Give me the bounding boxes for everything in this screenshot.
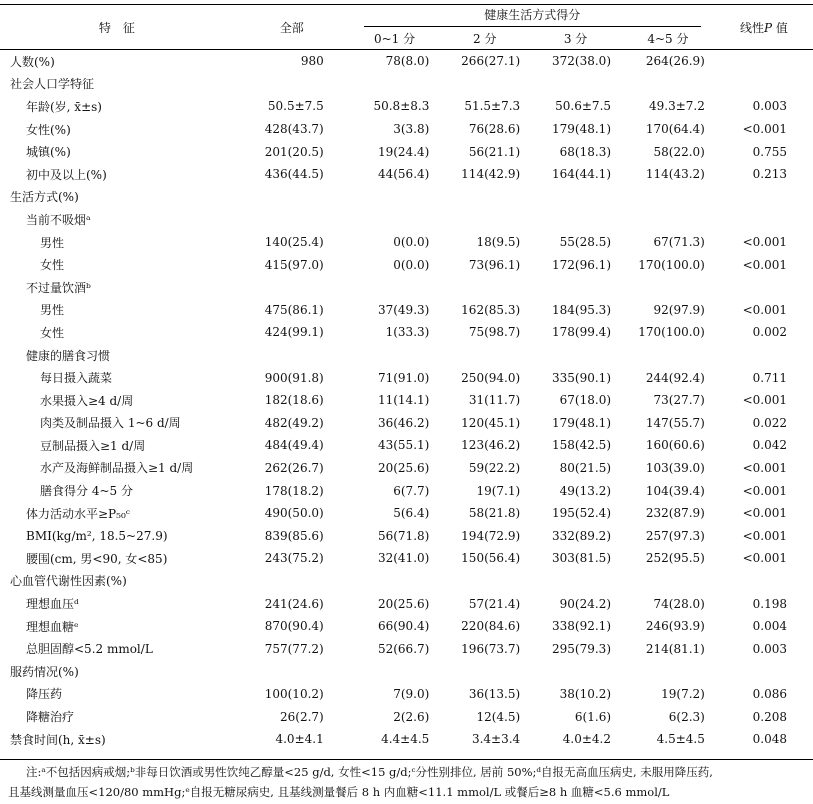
cell-p-value: 0.022 — [752, 415, 787, 430]
cell-group-3: 160(60.6) — [645, 438, 705, 453]
cell-group-3: 114(43.2) — [645, 167, 705, 182]
results-table — [0, 4, 813, 750]
cell-group-3 — [621, 570, 715, 593]
cell-all: 490(50.0) — [264, 506, 324, 521]
cell-group-2: 50.6±7.5 — [555, 99, 612, 114]
cell-all: 900(91.8) — [264, 370, 324, 385]
score-group-header — [350, 5, 715, 28]
cell-group-1: 194(72.9) — [461, 528, 521, 543]
cell-group-0 — [350, 570, 440, 593]
table-row — [0, 547, 813, 570]
feature-header: 特 征 — [0, 5, 234, 50]
cell-all: 484(49.4) — [264, 438, 324, 453]
cell-group-2: 178(99.4) — [552, 325, 612, 340]
cell-group-1: 123(46.2) — [461, 438, 521, 453]
cell-all: 201(20.5) — [264, 144, 324, 159]
cell-group-2: 338(92.1) — [552, 619, 612, 634]
cell-group-3: 73(27.7) — [653, 393, 705, 408]
cell-p-value: 0.002 — [752, 325, 787, 340]
cell-group-1 — [439, 73, 530, 96]
cell-all — [234, 570, 350, 593]
cell-group-1: 76(28.6) — [468, 122, 521, 137]
cell-group-2 — [530, 73, 621, 96]
table-row — [0, 50, 813, 73]
group-header-3: 4~5 分 — [621, 27, 715, 50]
cell-all — [234, 660, 350, 683]
cell-p-value: <0.001 — [742, 528, 787, 543]
cell-group-1: 120(45.1) — [461, 415, 521, 430]
cell-group-0 — [350, 276, 440, 299]
cell-group-1: 73(96.1) — [468, 257, 521, 272]
cell-group-1: 150(56.4) — [461, 551, 521, 566]
cell-all: 178(18.2) — [264, 483, 324, 498]
cell-group-3: 4.5±4.5 — [656, 732, 705, 747]
table-row — [0, 502, 813, 525]
cell-group-0: 36(46.2) — [377, 415, 430, 430]
cell-p-value — [715, 570, 813, 593]
cell-all: 182(18.6) — [264, 393, 324, 408]
cell-group-3 — [621, 73, 715, 96]
cell-group-3: 147(55.7) — [645, 415, 705, 430]
cell-p-value — [715, 660, 813, 683]
cell-p-value — [715, 208, 813, 231]
cell-group-0: 37(49.3) — [377, 302, 430, 317]
row-label: 年龄(岁, x̄±s) — [26, 99, 102, 114]
cell-group-1: 18(9.5) — [476, 235, 521, 250]
cell-group-2: 195(52.4) — [552, 506, 612, 521]
cell-group-2: 80(21.5) — [559, 460, 612, 475]
row-label: 心血管代谢性因素(%) — [10, 574, 127, 589]
table-row — [0, 140, 813, 163]
cell-group-1: 220(84.6) — [461, 619, 521, 634]
cell-group-3: 19(7.2) — [661, 686, 705, 701]
cell-group-3: 103(39.0) — [645, 460, 705, 475]
footnote-line-1: 注:ᵃ不包括因病戒烟;ᵇ非每日饮酒或男性饮纯乙醇量<25 g/d, 女性<15 g/d;ᶜ分性别排位, 居前 50%;ᵈ自报无高血压病史, 未服用降压药, — [26, 765, 713, 779]
table-row — [0, 366, 813, 389]
cell-group-3: 67(71.3) — [653, 235, 705, 250]
cell-all: 757(77.2) — [264, 641, 324, 656]
cell-p-value: 0.711 — [752, 370, 787, 385]
cell-p-value: 0.213 — [752, 167, 787, 182]
cell-group-1 — [439, 208, 530, 231]
cell-group-0 — [350, 208, 440, 231]
cell-group-0: 50.8±8.3 — [373, 99, 430, 114]
cell-group-0: 43(55.1) — [377, 438, 430, 453]
cell-group-2: 372(38.0) — [552, 54, 612, 69]
cell-group-0: 32(41.0) — [377, 551, 430, 566]
cell-group-2: 90(24.2) — [559, 596, 612, 611]
cell-group-0: 5(6.4) — [393, 506, 430, 521]
score-group-title: 健康生活方式得分 — [364, 5, 701, 27]
cell-group-2: 164(44.1) — [552, 167, 612, 182]
cell-group-2 — [530, 660, 621, 683]
cell-all: 241(24.6) — [264, 596, 324, 611]
table-row — [0, 615, 813, 638]
cell-group-0: 66(90.4) — [377, 619, 430, 634]
cell-group-2 — [530, 276, 621, 299]
cell-all: 482(49.2) — [264, 415, 324, 430]
cell-p-value: 0.003 — [752, 99, 787, 114]
row-label: 服药情况(%) — [10, 664, 79, 679]
cell-group-2: 6(1.6) — [574, 709, 612, 724]
cell-group-2 — [530, 208, 621, 231]
cell-group-3: 264(26.9) — [645, 54, 705, 69]
cell-group-0: 6(7.7) — [393, 483, 430, 498]
cell-group-3: 104(39.4) — [645, 483, 705, 498]
row-label: 理想血压ᵈ — [26, 597, 79, 612]
cell-group-1: 59(22.2) — [468, 460, 521, 475]
cell-group-0: 20(25.6) — [377, 460, 430, 475]
table-row — [0, 389, 813, 412]
cell-group-2: 38(10.2) — [559, 686, 612, 701]
cell-group-0: 56(71.8) — [377, 528, 430, 543]
footnote-line-2: 且基线测量血压<120/80 mmHg;ᵉ自报无糖尿病史, 且基线测量餐后 8 h 内血糖<11.1 mmol/L 或餐后≥8 h 血糖<5.6 mmol/L — [8, 785, 670, 799]
cell-all: 140(25.4) — [264, 235, 324, 250]
row-label: 水产及海鲜制品摄入≥1 d/周 — [40, 461, 194, 476]
table-row — [0, 253, 813, 276]
table-row — [0, 728, 813, 751]
cell-group-0 — [350, 344, 440, 367]
cell-group-0: 78(8.0) — [385, 54, 430, 69]
cell-group-1: 56(21.1) — [468, 144, 521, 159]
cell-p-value: 0.003 — [752, 641, 787, 656]
cell-p-value: 0.755 — [752, 144, 787, 159]
table-row — [0, 457, 813, 480]
cell-group-1: 12(4.5) — [476, 709, 521, 724]
row-label: 体力活动水平≥P₅₀ᶜ — [26, 506, 130, 521]
cell-group-2: 158(42.5) — [552, 438, 612, 453]
cell-group-0: 44(56.4) — [377, 167, 430, 182]
cell-p-value — [715, 50, 813, 73]
row-label: 腰围(cm, 男<90, 女<85) — [26, 551, 168, 566]
cell-group-2: 179(48.1) — [552, 122, 612, 137]
group-header-2: 3 分 — [530, 27, 621, 50]
cell-p-value: <0.001 — [742, 257, 787, 272]
cell-all: 839(85.6) — [264, 528, 324, 543]
group-header-1: 2 分 — [439, 27, 530, 50]
cell-group-0: 0(0.0) — [393, 257, 430, 272]
table-row — [0, 321, 813, 344]
table-row — [0, 524, 813, 547]
cell-group-3 — [621, 186, 715, 209]
cell-group-3 — [621, 660, 715, 683]
row-label: 女性 — [40, 325, 65, 340]
cell-all: 475(86.1) — [264, 302, 324, 317]
cell-all: 980 — [300, 54, 324, 69]
cell-group-3: 170(64.4) — [645, 122, 705, 137]
p-value-header: 线性P 值 — [715, 5, 813, 50]
cell-p-value — [715, 344, 813, 367]
cell-group-2 — [530, 344, 621, 367]
table-row — [0, 592, 813, 615]
cell-group-1: 3.4±3.4 — [471, 732, 521, 747]
row-label: 降压药 — [26, 687, 63, 702]
row-label: 降糖治疗 — [26, 710, 75, 725]
cell-group-1 — [439, 344, 530, 367]
row-label: 膳食得分 4~5 分 — [40, 484, 133, 499]
table-row — [0, 479, 813, 502]
row-label: 总胆固醇<5.2 mmol/L — [26, 642, 153, 657]
cell-p-value: <0.001 — [742, 460, 787, 475]
cell-group-0: 19(24.4) — [377, 144, 430, 159]
row-label: 男性 — [40, 235, 65, 250]
cell-group-2: 68(18.3) — [559, 144, 612, 159]
cell-group-1: 58(21.8) — [468, 506, 521, 521]
table-row — [0, 344, 813, 367]
cell-group-2 — [530, 570, 621, 593]
table-row — [0, 208, 813, 231]
table-row — [0, 231, 813, 254]
cell-p-value: 0.086 — [752, 686, 787, 701]
cell-all: 262(26.7) — [264, 460, 324, 475]
cell-group-3: 252(95.5) — [645, 551, 705, 566]
cell-group-3: 232(87.9) — [645, 506, 705, 521]
cell-group-2: 184(95.3) — [552, 302, 612, 317]
table-row — [0, 412, 813, 435]
cell-all — [234, 186, 350, 209]
table-row — [0, 299, 813, 322]
cell-all — [234, 344, 350, 367]
cell-group-1 — [439, 276, 530, 299]
cell-group-1: 162(85.3) — [461, 302, 521, 317]
cell-group-1: 114(42.9) — [461, 167, 521, 182]
cell-group-3 — [621, 344, 715, 367]
cell-group-0: 1(33.3) — [385, 325, 430, 340]
row-label: 健康的膳食习惯 — [26, 348, 111, 363]
row-label: 社会人口学特征 — [10, 77, 95, 92]
cell-all: 870(90.4) — [264, 619, 324, 634]
row-label: 禁食时间(h, x̄±s) — [10, 732, 106, 747]
all-header: 全部 — [234, 5, 350, 50]
group-header-0: 0~1 分 — [350, 27, 440, 50]
cell-all: 415(97.0) — [264, 257, 324, 272]
cell-p-value — [715, 73, 813, 96]
table-row — [0, 118, 813, 141]
cell-group-2: 4.0±4.2 — [562, 732, 612, 747]
cell-group-3: 170(100.0) — [638, 325, 705, 340]
cell-all — [234, 276, 350, 299]
row-label: 城镇(%) — [26, 145, 71, 160]
row-label: BMI(kg/m², 18.5~27.9) — [26, 528, 168, 543]
cell-all — [234, 73, 350, 96]
row-label: 每日摄入蔬菜 — [40, 371, 113, 386]
cell-group-1 — [439, 570, 530, 593]
table-row — [0, 705, 813, 728]
cell-p-value: 0.048 — [752, 732, 787, 747]
cell-group-0 — [350, 186, 440, 209]
row-label: 当前不吸烟ᵃ — [26, 212, 91, 227]
cell-p-value: <0.001 — [742, 483, 787, 498]
cell-group-3: 6(2.3) — [668, 709, 705, 724]
cell-p-value: 0.042 — [752, 438, 787, 453]
cell-p-value: <0.001 — [742, 122, 787, 137]
cell-group-2: 335(90.1) — [552, 370, 612, 385]
cell-p-value: <0.001 — [742, 393, 787, 408]
row-label: 初中及以上(%) — [26, 167, 107, 182]
cell-group-2: 179(48.1) — [552, 415, 612, 430]
cell-all: 100(10.2) — [264, 686, 324, 701]
cell-group-1: 19(7.1) — [476, 483, 521, 498]
cell-group-2: 172(96.1) — [552, 257, 612, 272]
cell-group-0: 7(9.0) — [393, 686, 430, 701]
cell-all: 436(44.5) — [264, 167, 324, 182]
cell-group-3: 74(28.0) — [653, 596, 705, 611]
cell-group-0 — [350, 660, 440, 683]
table-row — [0, 683, 813, 706]
cell-all: 243(75.2) — [264, 551, 324, 566]
cell-group-1: 51.5±7.3 — [464, 99, 521, 114]
cell-group-1: 75(98.7) — [468, 325, 521, 340]
cell-all: 4.0±4.1 — [275, 732, 324, 747]
row-label: 肉类及制品摄入 1~6 d/周 — [40, 416, 181, 431]
cell-group-1: 36(13.5) — [468, 686, 521, 701]
cell-group-1: 31(11.7) — [468, 393, 521, 408]
table-footnote — [0, 759, 813, 802]
table-row — [0, 73, 813, 96]
cell-group-3: 246(93.9) — [645, 619, 705, 634]
cell-all: 26(2.7) — [280, 709, 324, 724]
cell-group-1: 250(94.0) — [461, 370, 521, 385]
cell-all: 428(43.7) — [264, 122, 324, 137]
cell-p-value: 0.004 — [752, 619, 787, 634]
cell-group-0 — [350, 73, 440, 96]
cell-group-2: 295(79.3) — [552, 641, 612, 656]
cell-all — [234, 208, 350, 231]
cell-group-1: 196(73.7) — [461, 641, 521, 656]
cell-group-2: 303(81.5) — [552, 551, 612, 566]
row-label: 人数(%) — [10, 54, 55, 69]
cell-group-0: 52(66.7) — [377, 641, 430, 656]
table-row — [0, 570, 813, 593]
cell-group-0: 11(14.1) — [377, 393, 430, 408]
row-label: 生活方式(%) — [10, 190, 79, 205]
cell-p-value: <0.001 — [742, 506, 787, 521]
cell-group-3 — [621, 276, 715, 299]
table-row — [0, 637, 813, 660]
table-row — [0, 660, 813, 683]
cell-group-3: 58(22.0) — [653, 144, 705, 159]
cell-group-3: 49.3±7.2 — [649, 99, 705, 114]
cell-group-1: 57(21.4) — [468, 596, 521, 611]
cell-all: 424(99.1) — [264, 325, 324, 340]
cell-group-0: 20(25.6) — [377, 596, 430, 611]
table-row — [0, 163, 813, 186]
cell-all: 50.5±7.5 — [267, 99, 324, 114]
row-label: 豆制品摄入≥1 d/周 — [40, 438, 146, 453]
cell-group-0: 71(91.0) — [377, 370, 430, 385]
cell-p-value: 0.208 — [752, 709, 787, 724]
cell-group-3 — [621, 208, 715, 231]
table-row — [0, 186, 813, 209]
cell-group-1 — [439, 186, 530, 209]
cell-p-value: 0.198 — [752, 596, 787, 611]
cell-group-3: 257(97.3) — [645, 528, 705, 543]
cell-group-0: 4.4±4.5 — [381, 732, 430, 747]
table-row — [0, 434, 813, 457]
cell-p-value: <0.001 — [742, 302, 787, 317]
cell-group-0: 2(2.6) — [393, 709, 430, 724]
row-label: 理想血糖ᵉ — [26, 619, 79, 634]
cell-group-2: 49(13.2) — [559, 483, 612, 498]
cell-group-3: 244(92.4) — [645, 370, 705, 385]
cell-group-3: 170(100.0) — [638, 257, 705, 272]
row-label: 水果摄入≥4 d/周 — [40, 393, 134, 408]
table-row — [0, 276, 813, 299]
cell-p-value — [715, 276, 813, 299]
cell-group-0: 0(0.0) — [393, 235, 430, 250]
cell-p-value — [715, 186, 813, 209]
row-label: 不过量饮酒ᵇ — [26, 280, 91, 295]
cell-group-2: 55(28.5) — [559, 235, 612, 250]
cell-group-3: 92(97.9) — [653, 302, 705, 317]
cell-group-2 — [530, 186, 621, 209]
cell-p-value: <0.001 — [742, 551, 787, 566]
cell-group-1 — [439, 660, 530, 683]
row-label: 女性(%) — [26, 122, 71, 137]
cell-group-3: 214(81.1) — [645, 641, 705, 656]
cell-group-2: 332(89.2) — [552, 528, 612, 543]
cell-group-1: 266(27.1) — [461, 54, 521, 69]
row-label: 男性 — [40, 303, 65, 318]
table-row — [0, 95, 813, 118]
row-label: 女性 — [40, 258, 65, 273]
cell-group-0: 3(3.8) — [393, 122, 430, 137]
cell-group-2: 67(18.0) — [559, 393, 612, 408]
cell-p-value: <0.001 — [742, 235, 787, 250]
table-body — [0, 50, 813, 751]
